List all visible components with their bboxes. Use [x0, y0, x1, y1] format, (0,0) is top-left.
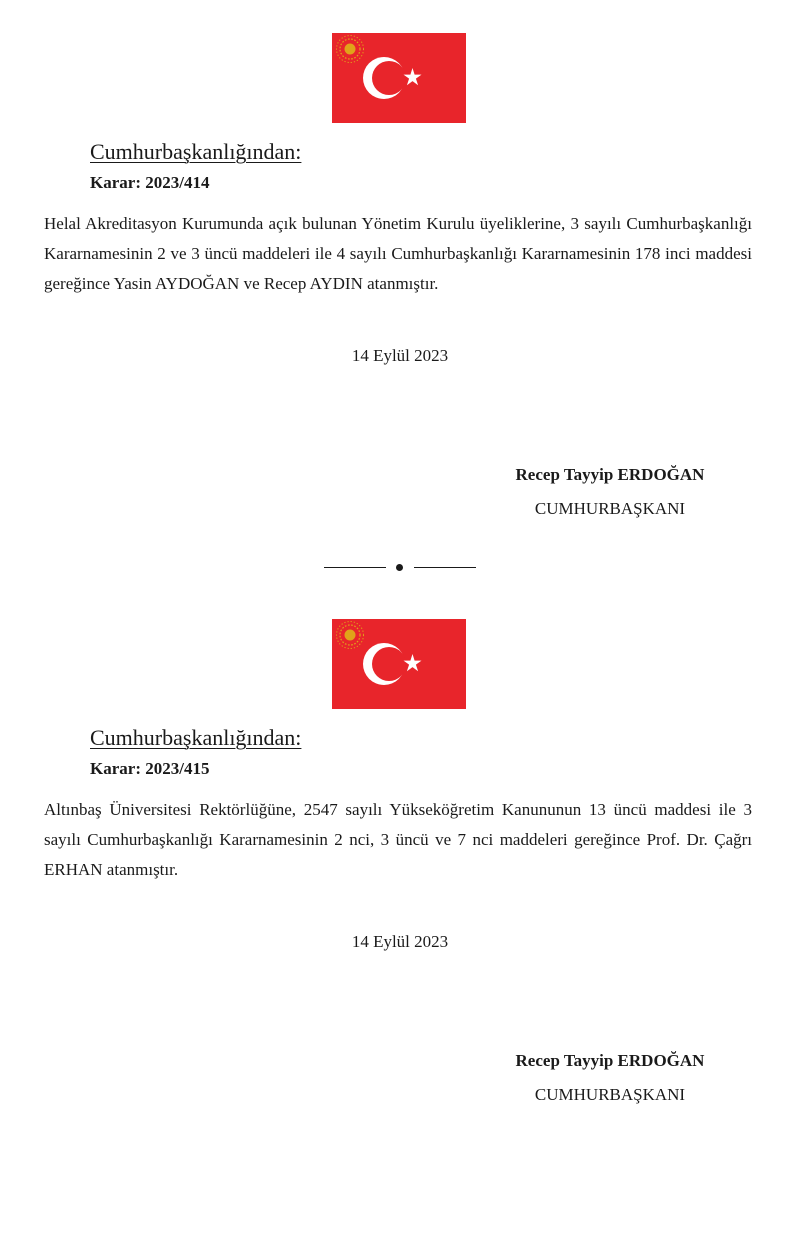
decree-date: 14 Eylül 2023	[351, 346, 449, 365]
issuing-authority: Cumhurbaşkanlığından:	[90, 139, 302, 164]
signatory-title: CUMHURBAŞKANI	[534, 499, 686, 518]
decree-body: Helal Akreditasyon Kurumunda açık bulunan Yönetim Kurulu üyeliklerine, 3 sayılı Cumhurbaşkanlığı Kararnamesinin 2 ve 3 üncü maddeleri ile 4 sayılı Cumhurbaşkanlığı Kararnamesinin 178 inci maddesi gereğince Yasin AYDOĞAN ve Recep AYDIN atanmıştır.	[44, 214, 752, 293]
decision-number: Karar: 2023/415	[90, 759, 210, 778]
signatory-name: Recep Tayyip ERDOĞAN	[515, 465, 705, 484]
signatory-title: CUMHURBAŞKANI	[534, 1085, 686, 1104]
decision-number: Karar: 2023/414	[90, 173, 210, 192]
decree-body: Altınbaş Üniversitesi Rektörlüğüne, 2547 sayılı Yükseköğretim Kanununun 13 üncü maddesi ile 3 sayılı Cumhurbaşkanlığı Kararnamesinin 2 nci, 3 üncü ve 7 nci maddeleri gereğince Prof. Dr. Çağrı ERHAN atanmıştır.	[44, 800, 752, 879]
presidential-flag	[332, 33, 466, 123]
decree-date: 14 Eylül 2023	[351, 932, 449, 951]
signatory-name: Recep Tayyip ERDOĞAN	[515, 1051, 705, 1070]
decree-separator	[0, 563, 800, 573]
presidential-flag	[332, 619, 466, 709]
issuing-authority: Cumhurbaşkanlığından:	[90, 725, 302, 750]
